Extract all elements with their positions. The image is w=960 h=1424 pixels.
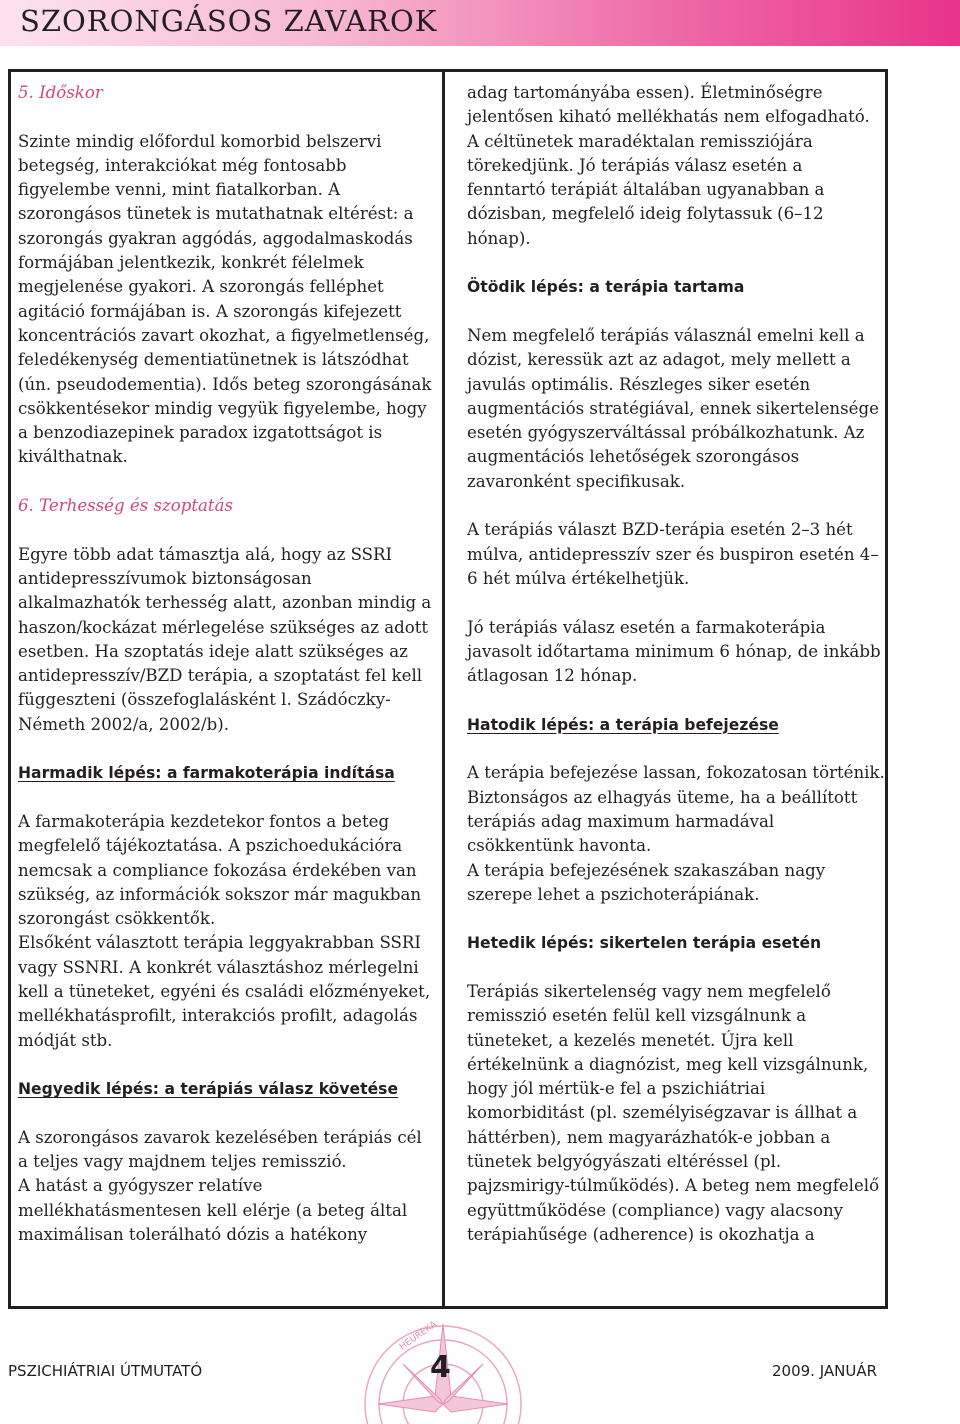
step3-paragraph-2: Elsőként választott terápia leggyakrabban SSRI vagy SSNRI. A konkrét választáshoz mérlegelni kell a tüneteket, egyéni és családi előzményeket, mellékhatásprofilt, interakciós profilt, adagolás módját stb. (18, 933, 431, 1050)
rose-lettering: HEUREKA (397, 1319, 439, 1353)
column-divider (442, 72, 445, 1306)
step4-heading: Negyedik lépés: a terápiás válasz követése (18, 1080, 399, 1099)
step3-heading: Harmadik lépés: a farmakoterápia indítása (18, 764, 395, 783)
left-column (18, 81, 436, 1247)
footer-date: 2009. JANUÁR (772, 1362, 878, 1380)
page-number: 4 (430, 1350, 451, 1385)
footer-publication: PSZICHIÁTRIAI ÚTMUTATÓ (8, 1362, 203, 1380)
step7-paragraph-1: Terápiás sikertelenség vagy nem megfelelő remisszió esetén felül kell vizsgálnunk a tüneteket, a kezelés menetét. Újra kell értékelnünk a diagnózist, meg kell vizsgálnunk, hogy jól mértük-e fel a pszichiátriai komorbiditást (pl. személyiségzavar is állhat a háttérben), nem magyarázhatók-e jobban a tünetek belgyógyászati eltéréssel (pl. pajzsmirigy-túlműködés). A beteg nem megfelelő együttműködése (compliance) vagy alacsony terápiahűsége (adherence) is okozhatja a (467, 981, 880, 1244)
step6-paragraph-2: A terápia befejezésének szakaszában nagy szerepe lehet a pszichoterápiának. (467, 860, 826, 904)
step6-heading: Hatodik lépés: a terápia befejezése (467, 715, 779, 734)
step5-paragraph-3: Jó terápiás válasz esetén a farmakoterápia javasolt időtartama minimum 6 hónap, de inkább átlagosan 12 hónap. (467, 617, 881, 686)
page-header-title: SZORONGÁSOS ZAVAROK (20, 4, 438, 38)
continuation-paragraph: adag tartományába essen). Életminőségre jelentősen kiható mellékhatás nem elfogadható. A céltünetek maradéktalan remissziójára törekedjünk. Jó terápiás válasz esetén a fenntartó terápiát általában ugyanabban a dózisban, megfelelő ideig folytassuk (6–12 hónap). (467, 83, 870, 248)
right-column (467, 81, 885, 1247)
paragraph-pregnancy: Egyre több adat támasztja alá, hogy az SSRI antidepresszívumok biztonságosan alkalmazhatók terhesség alatt, azonban mindig a haszon/kockázat mérlegelése szükséges az adott esetben. Ha szoptatás ideje alatt szükséges az antidepresszív/BZD terápia, a szoptatást fel kell függeszteni (összefoglalásként l. Szádóczky-Németh 2002/a, 2002/b). (18, 544, 432, 734)
step5-paragraph-2: A terápiás választ BZD-terápia esetén 2–3 hét múlva, antidepresszív szer és buspiron esetén 4–6 hét múlva értékelhetjük. (467, 520, 879, 588)
step4-paragraph-2: A hatást a gyógyszer relatíve mellékhatásmentesen kell elérje (a beteg által maximálisan tolerálható dózis a hatékony (18, 1176, 408, 1244)
paragraph-elderly: Szinte mindig előfordul komorbid belszervi betegség, interakciókat még fontosabb figyelembe venni, mint fiatalkorban. A szorongásos tünetek is mutathatnak eltérést: a szorongás gyakran aggódás, aggodalmaskodás formájában jelentkezik, konkrét félelmek megjelenése gyakori. A szorongás felléphet agitáció formájában is. A szorongás kifejezett koncentrációs zavart okozhat, a figyelmetlenség, feledékenység dementiatünetnek is látszódhat (ún. pseudodementia). Idős beteg szorongásának csökkentésekor mindig vegyük figyelembe, hogy a benzodiazepinek paradox izgatottságot is kiválthatnak. (18, 131, 432, 467)
section-heading-pregnancy: 6. Terhesség és szoptatás (18, 496, 234, 516)
step5-paragraph-1: Nem megfelelő terápiás válasznál emelni kell a dózist, keressük azt az adagot, mely mellett a javulás optimális. Részleges siker esetén augmentációs stratégiával, ennek sikertelensége esetén gyógyszerváltással próbálkozhatunk. Az augmentációs lehetőségek szorongásos zavaronként specifikusak. (467, 325, 879, 491)
step7-heading: Hetedik lépés: sikertelen terápia esetén (467, 934, 822, 953)
step3-paragraph-1: A farmakoterápia kezdetekor fontos a beteg megfelelő tájékoztatása. A pszichoedukációra nemcsak a compliance fokozása érdekében van szükség, az információk sokszor már magukban szorongást csökkentők. (18, 811, 422, 929)
section-heading-elderly: 5. Időskor (18, 83, 103, 102)
step6-paragraph-1: A terápia befejezése lassan, fokozatosan történik. Biztonságos az elhagyás üteme, ha a beállított terápiás adag maximum harmadával csökkentünk havonta. (467, 763, 885, 856)
step5-heading: Ötödik lépés: a terápia tartama (467, 278, 745, 297)
step4-paragraph-1: A szorongásos zavarok kezelésében terápiás cél a teljes vagy majdnem teljes remisszió. (18, 1127, 422, 1172)
